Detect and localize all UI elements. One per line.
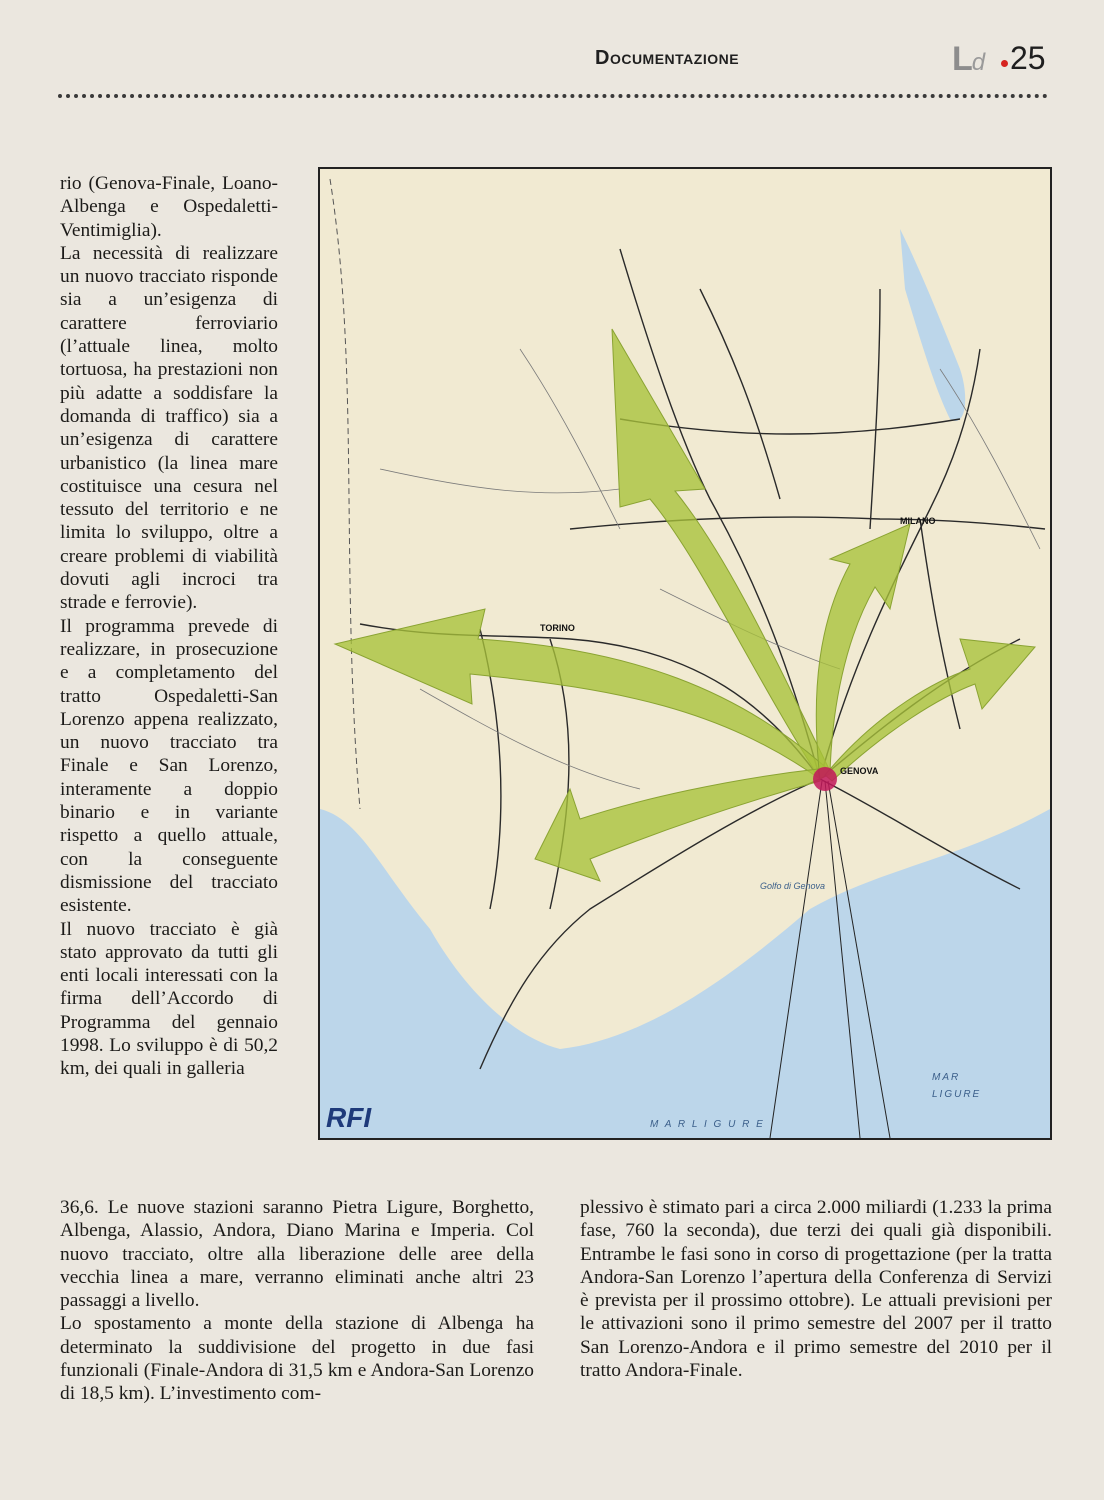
rfi-logo: RFI bbox=[326, 1102, 372, 1133]
railway-map bbox=[318, 167, 1052, 1140]
article-column-left bbox=[60, 172, 278, 1081]
paragraph: Il programma prevede di realizzare, in prosecuzione e a completamento del tratto Ospedaletti-San Lorenzo appena realizzato, un nuovo tracciato tra Finale e San Lorenzo, interamente a doppio binario e in variante rispetto a quello attuale, con la conseguente dismissione del tracciato esistente. bbox=[60, 615, 278, 917]
paragraph: Il nuovo tracciato è già stato approvato da tutti gli enti locali interessati con la firma dell’Accordo di Programma del gennaio 1998. Lo sviluppo è di 50,2 km, dei quali in galleria bbox=[60, 918, 278, 1080]
paragraph: rio (Genova-Finale, Loano-Albenga e Ospedaletti-Ventimiglia). bbox=[60, 173, 278, 241]
paragraph: La necessità di realizzare un nuovo tracciato risponde sia a un’esigenza di carattere ferroviario (l’attuale linea, molto tortuosa, ha prestazioni non più adatte a soddisfare la domanda di traffico) sia a un’esigenza di carattere urbanistico (la linea mare costituisce una cesura nel tessuto del territorio e ne limita lo sviluppo, oltre a creare problemi di viabilità dovuti agli incroci tra strade e ferrovie). bbox=[60, 242, 278, 614]
city-label: MILANO bbox=[900, 516, 936, 526]
sea-label: MAR bbox=[932, 1072, 961, 1083]
sea-label: M A R L I G U R E bbox=[650, 1119, 765, 1130]
paragraph: 36,6. Le nuove stazioni saranno Pietra Ligure, Borghetto, Albenga, Alassio, Andora, Diano Marina e Imperia. Col nuovo tracciato, oltre alla liberazione delle aree della vecchia linea a mare, verranno eliminati anche altri 23 passaggi a livello. bbox=[60, 1197, 534, 1312]
paragraph: Lo spostamento a monte della stazione di Albenga ha determinato la suddivisione del progetto in due fasi funzionali (Finale-Andora di 31,5 km e Andora-San Lorenzo di 18,5 km). L’investimento com- bbox=[60, 1313, 534, 1405]
logo-sub-letter: d bbox=[971, 49, 985, 76]
gulf-label: Golfo di Genova bbox=[760, 881, 826, 891]
page-number: 25 bbox=[1010, 40, 1046, 76]
city-label: GENOVA bbox=[840, 766, 879, 776]
header-divider bbox=[58, 94, 1048, 98]
paragraph: plessivo è stimato pari a circa 2.000 miliardi (1.233 la prima fase, 760 la seconda), due terzi dei quali già disponibili. Entrambe le fasi sono in corso di progettazione (per la tratta Andora-San Lorenzo l’apertura della Conferenza di Servizi è prevista per il prossimo ottobre). Le attuali previsioni per le attivazioni sono il primo semestre del 2007 per il tratto San Lorenzo-Andora e il primo semestre del 2010 per il tratto Andora-Finale. bbox=[580, 1197, 1052, 1382]
sea-label: LIGURE bbox=[932, 1089, 982, 1100]
logo-letter: L bbox=[952, 40, 972, 78]
city-label: TORINO bbox=[540, 623, 575, 633]
map-graphic bbox=[320, 169, 1050, 1138]
section-title: Documentazione bbox=[595, 47, 740, 69]
article-column-bottom-right bbox=[580, 1196, 1052, 1382]
header-dot bbox=[1001, 60, 1008, 67]
magazine-logo bbox=[952, 40, 984, 79]
genova-hub bbox=[813, 767, 837, 791]
article-column-bottom-left bbox=[60, 1196, 534, 1406]
